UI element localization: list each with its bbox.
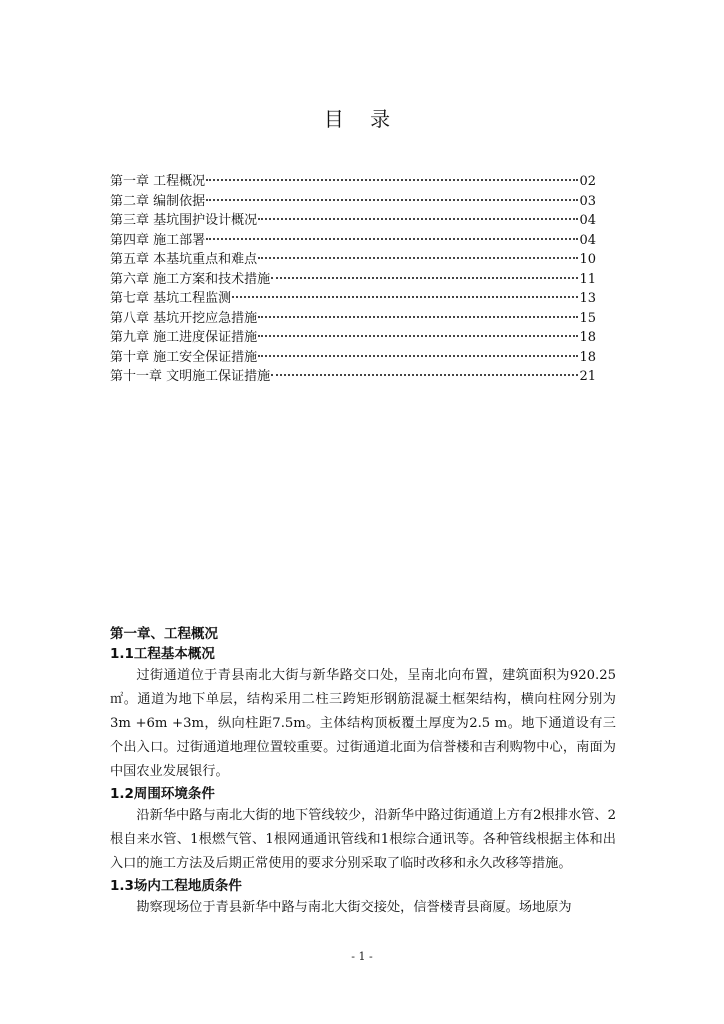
chapter-body [110, 624, 616, 920]
toc-entry [110, 348, 596, 368]
toc-entry [110, 250, 596, 270]
toc-entry-page: 04 [579, 232, 596, 248]
toc-title: 目 录 [323, 107, 401, 131]
toc-entry-label: 第四章 施工部署 [110, 232, 206, 248]
toc-leader-dots [271, 374, 578, 376]
toc-leader-dots [258, 355, 578, 357]
toc-leader-dots [258, 218, 578, 220]
toc-entry [110, 172, 596, 192]
toc-entry-label: 第七章 基坑工程监测 [110, 291, 232, 306]
section-heading: 1.1工程基本概况 [110, 646, 215, 662]
toc-entry-page: 04 [579, 213, 596, 228]
toc-entry-label: 第十章 施工安全保证措施 [110, 349, 258, 365]
toc-entry [110, 328, 596, 348]
toc-entry [110, 289, 596, 309]
toc-entry-label: 第五章 本基坑重点和难点 [110, 252, 258, 267]
toc-entry-page: 13 [579, 291, 596, 306]
toc-entry-label: 第六章 施工方案和技术措施 [110, 271, 271, 287]
toc-leader-dots [258, 257, 578, 259]
toc-entry-label: 第一章 工程概况 [110, 174, 206, 189]
toc-entry [110, 231, 596, 251]
toc-entry [110, 192, 596, 212]
section-heading: 1.3场内工程地质条件 [110, 878, 242, 894]
toc-leader-dots [206, 179, 578, 181]
toc-entry-page: 21 [579, 369, 596, 384]
toc-leader-dots [206, 238, 578, 240]
toc-entry-label: 第九章 施工进度保证措施 [110, 330, 258, 345]
toc-entry-page: 02 [579, 174, 596, 189]
toc-entry [110, 309, 596, 329]
section-heading: 1.2周围环境条件 [110, 786, 215, 802]
toc-leader-dots [206, 199, 578, 201]
toc-entry-label: 第八章 基坑开挖应急措施 [110, 310, 258, 326]
toc-leader-dots [271, 277, 578, 279]
toc-entry-page: 10 [579, 252, 596, 267]
toc-entry-label: 第三章 基坑围护设计概况 [110, 213, 258, 228]
section-paragraph: 过街通道位于青县南北大街与新华路交口处，呈南北向布置，建筑面积为920.25㎡。通道为地下单层，结构采用二柱三跨矩形钢筋混凝土框架结构，横向柱网分别为3m +6m +3m，纵向柱距7.5m。主体结构顶板覆土厚度为2.5 m。地下通道设有三个出入口。过街通道地理位置较重要。过街通道北面为信誉楼和吉利购物中心，南面为中国农业发展银行。 [110, 668, 616, 779]
toc-entry [110, 367, 596, 387]
section-paragraph: 沿新华中路与南北大街的地下管线较少，沿新华中路过街通道上方有2根排水管、2根自来水管、1根燃气管、1根网通通讯管线和1根综合通讯等。各种管线根据主体和出入口的施工方法及后期正常使用的要求分别采取了临时改移和永久改移等措施。 [110, 808, 616, 871]
toc-entry-page: 11 [579, 271, 596, 287]
toc-leader-dots [232, 296, 578, 298]
toc-entry [110, 211, 596, 231]
toc-entry-page: 18 [579, 349, 596, 365]
toc-entry-label: 第十一章 文明施工保证措施 [110, 369, 271, 384]
toc-leader-dots [258, 335, 578, 337]
section-paragraph: 勘察现场位于青县新华中路与南北大街交接处，信誉楼青县商厦。场地原为 [136, 900, 572, 915]
toc-leader-dots [258, 316, 578, 318]
toc-entry-page: 18 [579, 330, 596, 345]
page-number: - 1 - [351, 950, 373, 963]
table-of-contents [110, 172, 596, 387]
toc-entry [110, 270, 596, 290]
toc-entry-label: 第二章 编制依据 [110, 193, 206, 209]
chapter-heading: 第一章、工程概况 [110, 626, 218, 642]
toc-entry-page: 15 [579, 310, 596, 326]
toc-entry-page: 03 [579, 193, 596, 209]
